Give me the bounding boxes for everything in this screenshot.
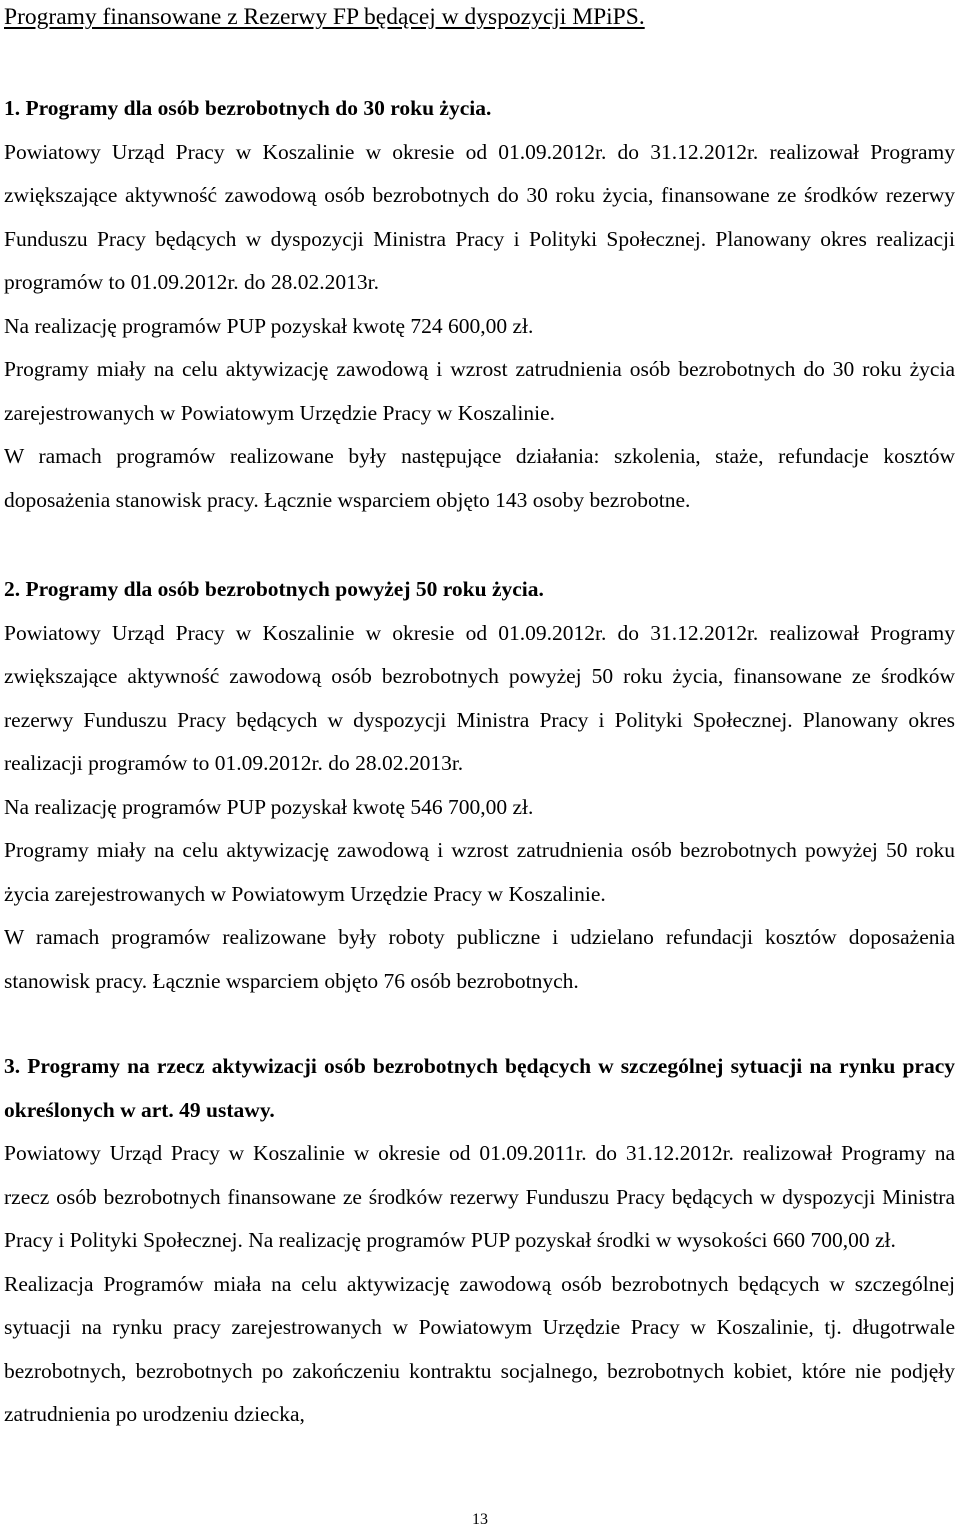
paragraph: W ramach programów realizowane były następujące działania: szkolenia, staże, refundacje kosztów doposażenia stanowisk pracy. Łącznie wsparciem objęto 143 osoby bezrobotne.	[4, 444, 955, 512]
paragraph: W ramach programów realizowane były roboty publiczne i udzielano refundacji kosztów doposażenia stanowisk pracy. Łącznie wsparciem objęto 76 osób bezrobotnych.	[4, 925, 955, 993]
paragraph: Powiatowy Urząd Pracy w Koszalinie w okresie od 01.09.2011r. do 31.12.2012r. realizował Programy na rzecz osób bezrobotnych finansowane ze środków rezerwy Funduszu Pracy będących w dyspozycji Ministra Pracy i Polityki Społecznej. Na realizację programów PUP pozyskał środki w wysokości 660 700,00 zł.	[4, 1141, 955, 1252]
paragraph: Programy miały na celu aktywizację zawodową i wzrost zatrudnienia osób bezrobotnych do 30 roku życia zarejestrowanych w Powiatowym Urzędzie Pracy w Koszalinie.	[4, 357, 955, 425]
section-heading: 3. Programy na rzecz aktywizacji osób bezrobotnych będących w szczególnej sytuacji na rynku pracy określonych w art. 49 ustawy.	[4, 1054, 955, 1122]
paragraph: Realizacja Programów miała na celu aktywizację zawodową osób bezrobotnych będących w szczególnej sytuacji na rynku pracy zarejestrowanych w Powiatowym Urzędzie Pracy w Koszalinie, tj. długotrwale bezrobotnych, bezrobotnych po zakończeniu kontraktu socjalnego, bezrobotnych kobiet, które nie podjęły zatrudnienia po urodzeniu dziecka,	[4, 1271, 955, 1426]
paragraph: Na realizację programów PUP pozyskał kwotę 724 600,00 zł.	[4, 313, 534, 338]
section-youth-programs	[4, 87, 955, 522]
section-art49-programs	[4, 1045, 955, 1437]
paragraph: Na realizację programów PUP pozyskał kwotę 546 700,00 zł.	[4, 794, 534, 819]
paragraph: Programy miały na celu aktywizację zawodową i wzrost zatrudnienia osób bezrobotnych powyżej 50 roku życia zarejestrowanych w Powiatowym Urzędzie Pracy w Koszalinie.	[4, 838, 955, 906]
document-title: Programy finansowane z Rezerwy FP będącej w dyspozycji MPiPS.	[4, 4, 645, 30]
paragraph: Powiatowy Urząd Pracy w Koszalinie w okresie od 01.09.2012r. do 31.12.2012r. realizował Programy zwiększające aktywność zawodową osób bezrobotnych do 30 roku życia, finansowane ze środków rezerwy Funduszu Pracy będących w dyspozycji Ministra Pracy i Polityki Społecznej. Planowany okres realizacji programów to 01.09.2012r. do 28.02.2013r.	[4, 139, 955, 294]
section-over-50-programs	[4, 568, 955, 1003]
page-number: 13	[472, 1511, 488, 1528]
section-heading: 1. Programy dla osób bezrobotnych do 30 roku życia.	[4, 96, 492, 120]
paragraph: Powiatowy Urząd Pracy w Koszalinie w okresie od 01.09.2012r. do 31.12.2012r. realizował Programy zwiększające aktywność zawodową osób bezrobotnych powyżej 50 roku życia, finansowane ze środków rezerwy Funduszu Pracy będących w dyspozycji Ministra Pracy i Polityki Społecznej. Planowany okres realizacji programów to 01.09.2012r. do 28.02.2013r.	[4, 620, 955, 775]
section-heading: 2. Programy dla osób bezrobotnych powyżej 50 roku życia.	[4, 577, 544, 601]
